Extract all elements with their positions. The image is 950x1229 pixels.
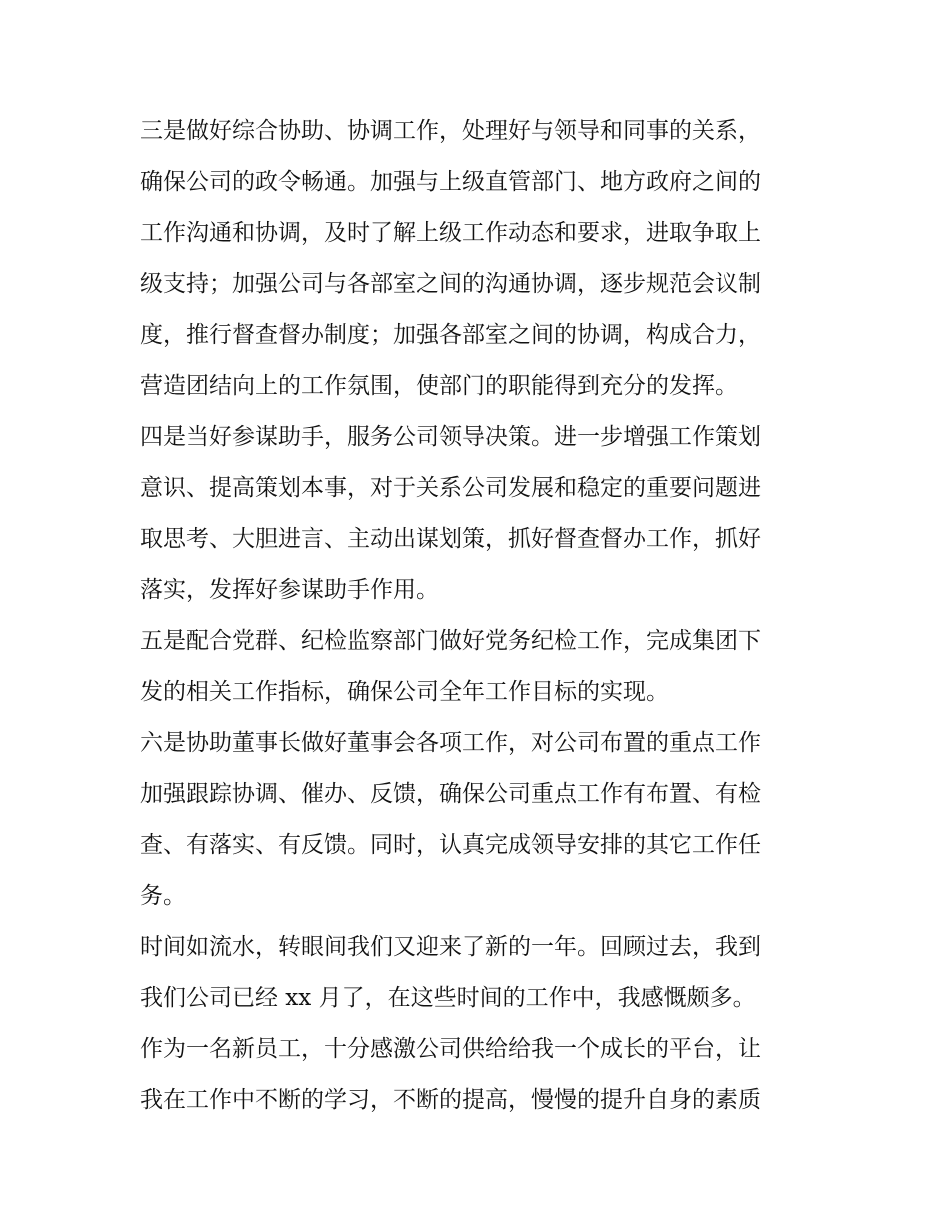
text-line: 我们公司已经 xx 月了，在这些时间的工作中，我感慨颇多。 (140, 985, 756, 1011)
text-line: 六是协助董事长做好董事会各项工作，对公司布置的重点工作 (140, 730, 761, 756)
text-line: 三是做好综合协助、协调工作，处理好与领导和同事的关系， (140, 118, 761, 144)
text-line: 我在工作中不断的学习，不断的提高，慢慢的提升自身的素质 (140, 1087, 761, 1113)
text-line: 营造团结向上的工作氛围，使部门的职能得到充分的发挥。 (140, 373, 738, 399)
paragraph-item-6 (140, 718, 816, 922)
text-line: 查、有落实、有反馈。同时，认真完成领导安排的其它工作任 (140, 832, 761, 858)
paragraph-item-3 (140, 106, 816, 412)
text-line: 发的相关工作指标，确保公司全年工作目标的实现。 (140, 679, 669, 705)
document-body (140, 106, 816, 1126)
text-line: 落实，发挥好参谋助手作用。 (140, 577, 439, 603)
paragraph-new-employee (140, 1024, 816, 1126)
paragraph-item-4 (140, 412, 816, 616)
text-line: 加强跟踪协调、催办、反馈，确保公司重点工作有布置、有检 (140, 781, 761, 807)
text-line: 五是配合党群、纪检监察部门做好党务纪检工作，完成集团下 (140, 628, 761, 654)
text-line: 作为一名新员工，十分感激公司供给给我一个成长的平台，让 (140, 1036, 761, 1062)
paragraph-reflection (140, 922, 816, 1024)
text-line: 确保公司的政令畅通。加强与上级直管部门、地方政府之间的 (140, 169, 761, 195)
paragraph-item-5 (140, 616, 816, 718)
text-line: 务。 (140, 883, 186, 909)
text-line: 取思考、大胆进言、主动出谋划策，抓好督查督办工作，抓好 (140, 526, 761, 552)
text-line: 四是当好参谋助手，服务公司领导决策。进一步增强工作策划 (140, 424, 761, 450)
text-line: 度，推行督查督办制度；加强各部室之间的协调，构成合力， (140, 322, 761, 348)
text-line: 时间如流水，转眼间我们又迎来了新的一年。回顾过去，我到 (140, 934, 761, 960)
text-line: 意识、提高策划本事，对于关系公司发展和稳定的重要问题进 (140, 475, 761, 501)
text-line: 工作沟通和协调，及时了解上级工作动态和要求，进取争取上 (140, 220, 761, 246)
text-line: 级支持；加强公司与各部室之间的沟通协调，逐步规范会议制 (140, 271, 761, 297)
